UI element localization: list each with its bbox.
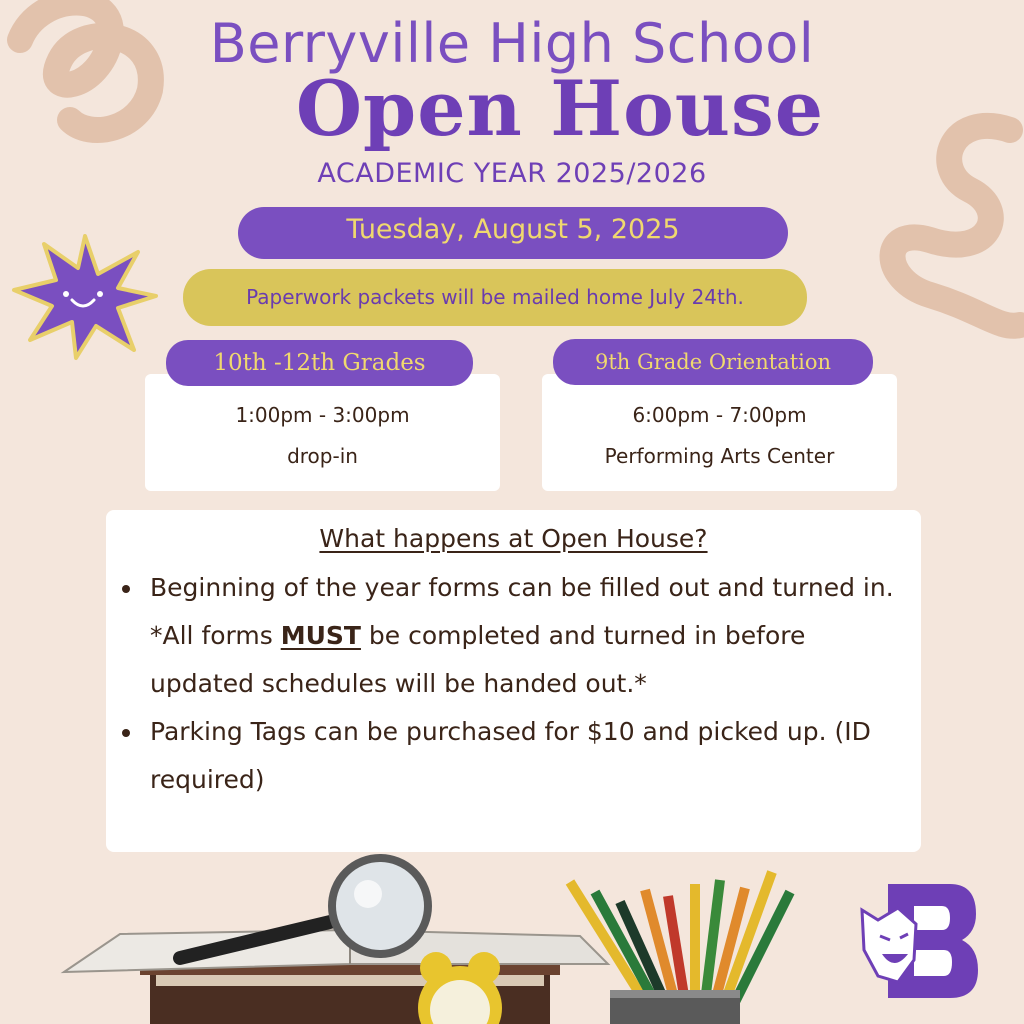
info-box [106,510,921,852]
info-title: What happens at Open House? [319,524,708,553]
paperwork-notice-banner: Paperwork packets will be mailed home July 24th. [183,269,807,326]
session-label-9th-grade: 9th Grade Orientation [553,339,873,385]
session-time: 1:00pm - 3:00pm [235,403,410,427]
swirl-decoration-right [870,110,1024,340]
starburst-smile-icon [10,232,160,362]
books-magnifier-clock-illustration [60,850,620,1024]
session-label-upper-grades: 10th -12th Grades [166,340,473,386]
list-item [150,564,900,708]
session-card-9th-grade [542,374,897,491]
school-name: Berryville High School [209,12,815,75]
school-logo-icon [858,880,982,1004]
session-time: 6:00pm - 7:00pm [632,403,807,427]
info-list [150,564,900,804]
info-item1-text: Beginning of the year forms can be filled out and turned in. *All forms [150,573,894,650]
svg-text:B: B [958,993,960,995]
pencil-cup-illustration [550,862,810,1024]
academic-year: ACADEMIC YEAR 2025/2026 [317,158,707,189]
event-title: Open House [295,64,825,153]
info-item2-text: Parking Tags can be purchased for $10 and picked up. (ID required) [150,717,871,794]
info-item1-text-end: be completed and turned in before updated schedules will be handed out.* [150,621,806,698]
session-detail: drop-in [287,444,358,468]
date-banner: Tuesday, August 5, 2025 [238,207,788,259]
session-card-upper-grades [145,374,500,491]
list-item [150,708,900,804]
must-emphasis: MUST [280,621,361,650]
session-detail: Performing Arts Center [604,444,835,468]
